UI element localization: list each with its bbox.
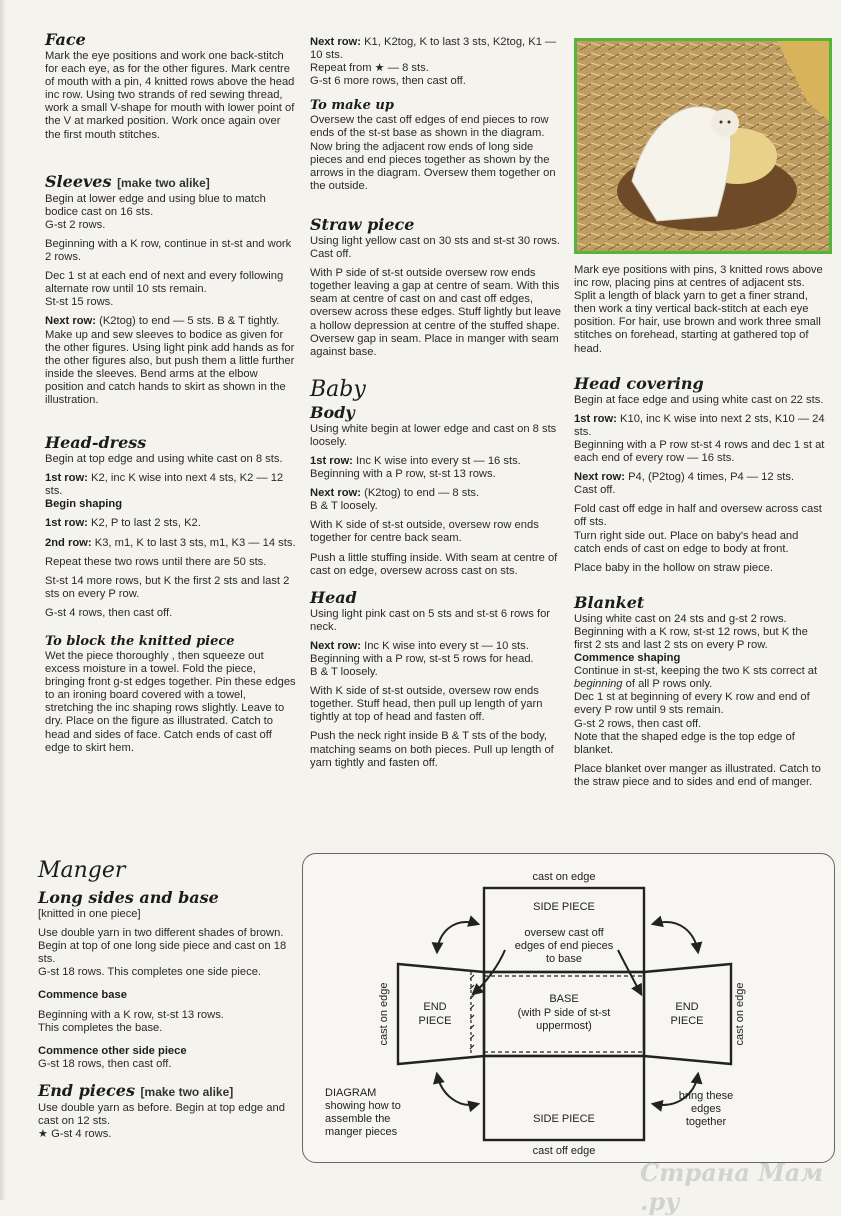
sleeves-p3: Beginning with a K row, continue in st-st and work 2 rows. [45,237,292,264]
sleeves-p2: G-st 2 rows. [45,218,106,231]
sleeves-p5: St-st 15 rows. [45,296,114,309]
headdress-shaping-row2: 2nd row: K3, m1, K to last 3 sts, m1, K3 — 14 sts. [45,536,296,549]
arrow-top-right [653,922,698,952]
body-p4: With K side of st-st outside, oversew row ends together for centre back seam. [310,519,539,545]
covering-next-row: Next row: P4, (P2tog) 4 times, P4 — 12 sts. [574,471,795,484]
col2-next-row: Next row: K1, K2tog, K to last 3 sts, K2tog, K1 — 10 sts. [310,36,557,62]
arrow-bottom-left [437,1074,478,1105]
straw-p1: Using light yellow cast on 30 sts and st-st 30 rows. [310,234,560,247]
manger-p6: Use double yarn as before. Begin at top edge and cast on 12 sts. [38,1101,285,1128]
head-p4: With K side of st-st outside, oversew row ends together. Stuff head, then pull up length of yarn tightly at top of head and fasten off. [310,685,543,724]
col2-repeat: Repeat from ★ — 8 sts. [310,62,429,75]
covering-heading: Head covering [574,373,704,393]
straw-p3: With P side of st-st outside oversew row ends together leaving a gap at centre of seam. With this seam at centre of cast on and cast off edges, oversew across these edges. Stuff lightly but leave a hollow depression at centre of the stuffed shape. Oversew gap in seam. Place in manger with seam against base. [310,267,562,358]
column-2 [310,36,562,770]
label-side-bottom: SIDE PIECE [533,1113,595,1125]
manger-p4: This completes the base. [38,1021,163,1034]
covering-p5: Turn right side out. Place on baby's head and catch ends of cast on edge to body at front. [574,529,799,555]
side-piece-bottom [484,1056,644,1140]
headdress-p2: Repeat these two rows until there are 50 sts. [45,555,267,568]
column-3 [574,264,826,789]
page-spine [0,0,6,1200]
block-heading: To block the knitted piece [45,634,235,649]
blanket-p1: Using white cast on 24 sts and g-st 2 rows. [574,612,787,625]
label-oversew-3: to base [545,953,583,965]
straw-heading: Straw piece [310,214,415,234]
label-cast-on-right: cast on edge [734,982,746,1046]
headdress-row1: 1st row: K2, inc K wise into next 4 sts, K2 — 12 sts. [45,472,284,498]
body-p1: Using white begin at lower edge and cast on 8 sts loosely. [310,422,557,448]
headdress-p3: St-st 14 more rows, but K the first 2 sts and last 2 sts on every P row. [45,574,290,600]
begin-shaping-heading: Begin shaping [45,498,123,511]
commence-base-heading: Commence base [38,989,127,1002]
sleeves-next-row: Next row: (K2tog) to end — 5 sts. B & T tightly. [45,315,280,328]
label-diagram-2: showing how to [325,1100,401,1112]
manger-heading: Manger [38,858,126,883]
headdress-p4: G-st 4 rows, then cast off. [45,606,173,619]
headdress-p1: Begin at top edge and using white cast on 8 sts. [45,453,283,466]
label-base-3: uppermost) [536,1020,592,1032]
label-side-top: SIDE PIECE [533,901,595,913]
block-text: Wet the piece thoroughly , then squeeze out excess moisture in a towel. Fold the piece, bringing front g-st edges together. Pin these edges to an ironing board covered with a towel, stretching the inc shaping rows slightly. Leave to dry. Place on the figure as illustrated. Catch to head and sides of face. Catch ends of cast off edge to skirt hem. [45,650,296,754]
label-diagram-1: DIAGRAM [325,1087,377,1099]
head-p3: B & T loosely. [310,666,378,679]
straw-illustration [577,41,829,251]
label-diagram-3: assemble the [325,1113,391,1125]
diagram-svg [303,854,834,1162]
label-oversew-1: oversew cast off [524,927,604,939]
head-p2: Beginning with a P row, st-st 5 rows for head. [310,653,534,665]
head-next-row: Next row: Inc K wise into every st — 10 sts. [310,639,529,652]
makeup-heading: To make up [310,98,394,114]
end-piece-right [644,964,731,1064]
body-p3: B & T loosely. [310,500,378,513]
blanket-p5: G-st 2 rows, then cast off. [574,717,702,730]
baby-heading: Baby [310,376,366,402]
label-bring-2: edges [691,1103,721,1115]
label-cast-on-left: cast on edge [378,982,390,1046]
face-text: Mark the eye positions and work one back-stitch for each eye, as for the other figures. Mark centre of mouth with a pin, 4 knitted rows above the head inc row. Using two strands of red sewing thread, work a small V-shape for mouth with lower point of the V at marked position. Work once again over the first mouth stitches. [45,50,295,141]
label-cast-off-bottom: cast off edge [532,1145,596,1157]
sleeves-p6: Make up and sew sleeves to bodice as given for the other figures. Using light pink add hands as for the other figures also, but push them a little further inside the sleeves. Bend arms at the elbow position and catch hands to skirt as shown in the illustration. [45,328,295,406]
manger-p2: G-st 18 rows. This completes one side piece. [38,966,262,979]
body-p2: Beginning with a P row, st-st 13 rows. [310,468,496,481]
label-end-right-2: PIECE [670,1015,704,1027]
blanket-p7: Place blanket over manger as illustrated. Catch to the straw piece and to sides and end of manger. [574,762,821,788]
covering-p4: Fold cast off edge in half and oversew across cast off sts. [574,503,822,529]
label-end-left-2: PIECE [418,1015,452,1027]
headdress-heading: Head-dress [45,433,147,453]
body-heading: Body [310,402,355,422]
label-cast-on-top: cast on edge [532,871,596,883]
makeup-text: Oversew the cast off edges of end pieces to row ends of the st-st base as shown in the diagram. Now bring the adjacent row ends of long side pieces and end pieces together as shown by the arrows in the diagram. Oversew them together on the outside. [310,114,556,192]
face-heading: Face [45,30,86,49]
label-diagram-4: manger pieces [325,1126,398,1138]
covering-p2: Beginning with a P row st-st 4 rows and dec 1 st at each end of every row — 16 sts. [574,438,825,465]
arrow-top-left [437,922,478,952]
manger-p7: ★ G-st 4 rows. [38,1128,112,1141]
head-heading: Head [310,587,357,607]
covering-p6: Place baby in the hollow on straw piece. [574,561,774,574]
watermark: Страна Мам .ру [640,1158,824,1216]
body-p5: Push a little stuffing inside. With seam at centre of cast on edge, oversew across cast on sts. [310,551,558,577]
commence-other-side-heading: Commence other side piece [38,1044,187,1057]
label-base-2: (with P side of st-st [517,1007,611,1019]
eyes-text: Mark eye positions with pins, 3 knitted rows above inc row, placing pins at centres of adjacent sts. Split a length of black yarn to get a finer strand, then work a tiny vertical back-stitch at each eye position. For hair, use brown and work three small stitches on forehead, starting at gathered top of head. [574,264,823,355]
sleeves-heading: Sleeves [make two alike] [45,171,210,191]
manger-p5: G-st 18 rows, then cast off. [38,1057,172,1070]
long-sides-heading: Long sides and base [38,888,219,907]
blanket-p3: Continue in st-st, keeping the two K sts correct at beginning of all P rows only. [574,665,818,691]
label-bring-1: bring these [678,1090,734,1102]
sleeves-p1: Begin at lower edge and using blue to match bodice cast on 16 sts. [45,192,266,218]
covering-row1: 1st row: K10, inc K wise into next 2 sts, K10 — 24 sts. [574,412,825,438]
manger-section [38,858,296,1141]
straw-p2: Cast off. [310,248,352,261]
commence-shaping-heading: Commence shaping [574,652,681,665]
covering-p1: Begin at face edge and using white cast on 22 sts. [574,393,824,406]
head-p5: Push the neck right inside B & T sts of the body, matching seams on both pieces. Pull up length of yarn tightly and fasten off. [310,730,554,769]
body-row1: 1st row: Inc K wise into every st — 16 sts. [310,454,521,467]
body-next-row: Next row: (K2tog) to end — 8 sts. [310,487,480,500]
label-end-right-1: END [675,1001,699,1013]
manger-p3: Beginning with a K row, st-st 13 rows. [38,1008,224,1021]
knitted-note: [knitted in one piece] [38,908,141,920]
label-bring-3: together [685,1116,727,1128]
column-1 [45,30,297,755]
covering-p3: Cast off. [574,484,616,497]
head-p1: Using light pink cast on 5 sts and st-st 6 rows for neck. [310,607,551,633]
baby-in-manger-photo [574,38,832,254]
sleeves-p4: Dec 1 st at each end of next and every following alternate row until 10 sts remain. [45,270,284,296]
blanket-p4: Dec 1 st at beginning of every K row and end of every P row until 9 sts remain. [574,691,810,717]
col2-gst: G-st 6 more rows, then cast off. [310,75,466,88]
end-pieces-heading: End pieces [make two alike] [38,1080,234,1100]
blanket-p2: Beginning with a K row, st-st 12 rows, but K the first 2 sts and last 2 sts on every P row. [574,625,808,651]
headdress-shaping-row1: 1st row: K2, P to last 2 sts, K2. [45,517,201,530]
manger-assembly-diagram [302,853,835,1163]
blanket-p6: Note that the shaped edge is the top edge of blanket. [574,730,795,756]
label-oversew-2: edges of end pieces [514,940,614,952]
manger-p1: Use double yarn in two different shades of brown. Begin at top of one long side piece and cast on 18 sts. [38,927,287,966]
blanket-heading: Blanket [574,592,645,612]
label-base-1: BASE [549,993,579,1005]
label-end-left-1: END [423,1001,447,1013]
